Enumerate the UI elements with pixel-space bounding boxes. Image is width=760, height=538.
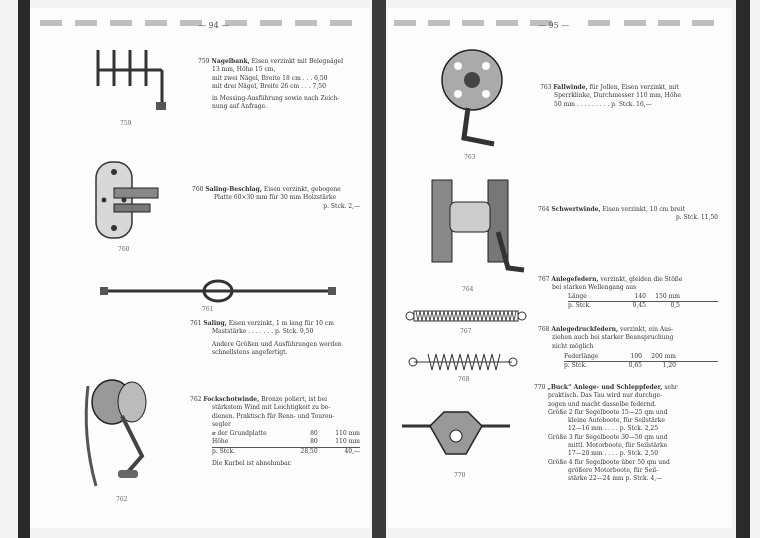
fockschotwinde-illustration (82, 376, 172, 496)
item-760: 760 Saling-Beschlag, Eisen verzinkt, gebogene Platte 60×30 mm für 30 mm Holzstärke p. Stck. 2,— (192, 186, 360, 210)
schwertwinde-illustration (428, 172, 528, 282)
anlegedruckfeder-illustration (408, 352, 518, 372)
figure-caption-764: 764 (462, 286, 474, 293)
item-759: 759 Nagelbank, Eisen verzinkt mit Belegnägel 13 mm, Höhe 15 cm, mit zwei Nägel, Breite 18 cm . . . 6,50 mit drei Nägel, Breite 26 cm . . . 7,50 in Messing-Ausführung sowie nach Zeich- nung auf Anfrage. (198, 58, 344, 111)
left-edge-shadow (18, 0, 30, 538)
item-761: 761 Saling, Eisen verzinkt, 1 m lang für 10 cm Maststärke . . . . . . . p. Stck. 9,50 Andere Größen und Ausführungen werden schnellstens angefertigt. (190, 320, 342, 356)
buck-feder-illustration (400, 406, 512, 466)
anlegefeder-illustration (406, 308, 526, 324)
spine-shadow (372, 0, 386, 538)
item-768: 768 Anlegedruckfedern, verzinkt, ein Aus- ziehen auch bei starker Beanspruchung nicht möglich Federlänge 100 200 mm p. Stck. 0,65 1,20 (538, 326, 718, 370)
figure-caption-770: 770 (454, 472, 466, 479)
fallwinde-illustration (438, 46, 518, 151)
figure-caption-763: 763 (464, 154, 476, 161)
table-767: Länge 140 150 mm p. Stck. 0,45 0,5 (538, 293, 718, 311)
figure-caption-767: 767 (460, 328, 472, 335)
saling-illustration (100, 278, 340, 304)
nagelbank-illustration (90, 46, 170, 116)
table-762: ⌀ der Grundplatte 80 110 mm Höhe 80 110 mm p. Stck. 28,50 40,— (212, 430, 360, 455)
table-768: Federlänge 100 200 mm p. Stck. 0,65 1,20 (538, 353, 718, 371)
right-edge-shadow (736, 0, 750, 538)
left-page (30, 8, 370, 528)
item-763: 763 Fallwinde, für Jollen, Eisen verzinkt, mit Sperrklinke, Durchmesser 110 mm, Höhe 50 mm . . . . . . . . . p. Stck. 16,— (540, 84, 681, 108)
figure-caption-761: 761 (202, 306, 214, 313)
item-770: 770 „Buck“ Anlege- und Schleppfeder, sehr praktisch. Das Tau wird nur durchge- zogen und macht dasselbe federnd. Größe 2 für Segelboote 15—25 qm und kleine Autoboote, für Seilstärke 12—16 mm . . . . p. Stck. 2,25 Größe 3 für Segelboote 30—50 qm und mittl. Motorboote, für Seilstärke 17—20 mm . . . . p. Stck. 2,50 Größe 4 für Segelboote über 50 qm und größere Motorboote, für Seil- stärke 22—24 mm p. Stck. 4,— (534, 384, 678, 483)
page-number: — 95 — (538, 21, 570, 30)
saling-beschlag-illustration (90, 158, 170, 243)
figure-caption-760: 760 (118, 246, 130, 253)
right-page (388, 8, 732, 528)
figure-caption-768: 768 (458, 376, 470, 383)
figure-caption-759: 759 (120, 120, 132, 127)
item-764: 764 Schwertwinde, Eisen verzinkt, 10 cm breit p. Stck. 11,50 (538, 206, 718, 222)
page-number: — 94 — (198, 21, 230, 30)
item-762: 762 Fockschotwinde, Bronze poliert, ist bei stärkstem Wind mit Leichtigkeit zu be- dienen. Praktisch für Renn- und Touren- segler ⌀ der Grundplatte 80 110 mm Höhe 80 110 mm p. Stck. 28,50 40,— Die Kurbel ist abnehmbar. (190, 396, 360, 468)
item-767: 767 Anlegefedern, verzinkt, gleiden die Stöße bei starken Wellengang aus Länge 140 150 mm p. Stck. 0,45 0,5 (538, 276, 718, 310)
figure-caption-762: 762 (116, 496, 128, 503)
